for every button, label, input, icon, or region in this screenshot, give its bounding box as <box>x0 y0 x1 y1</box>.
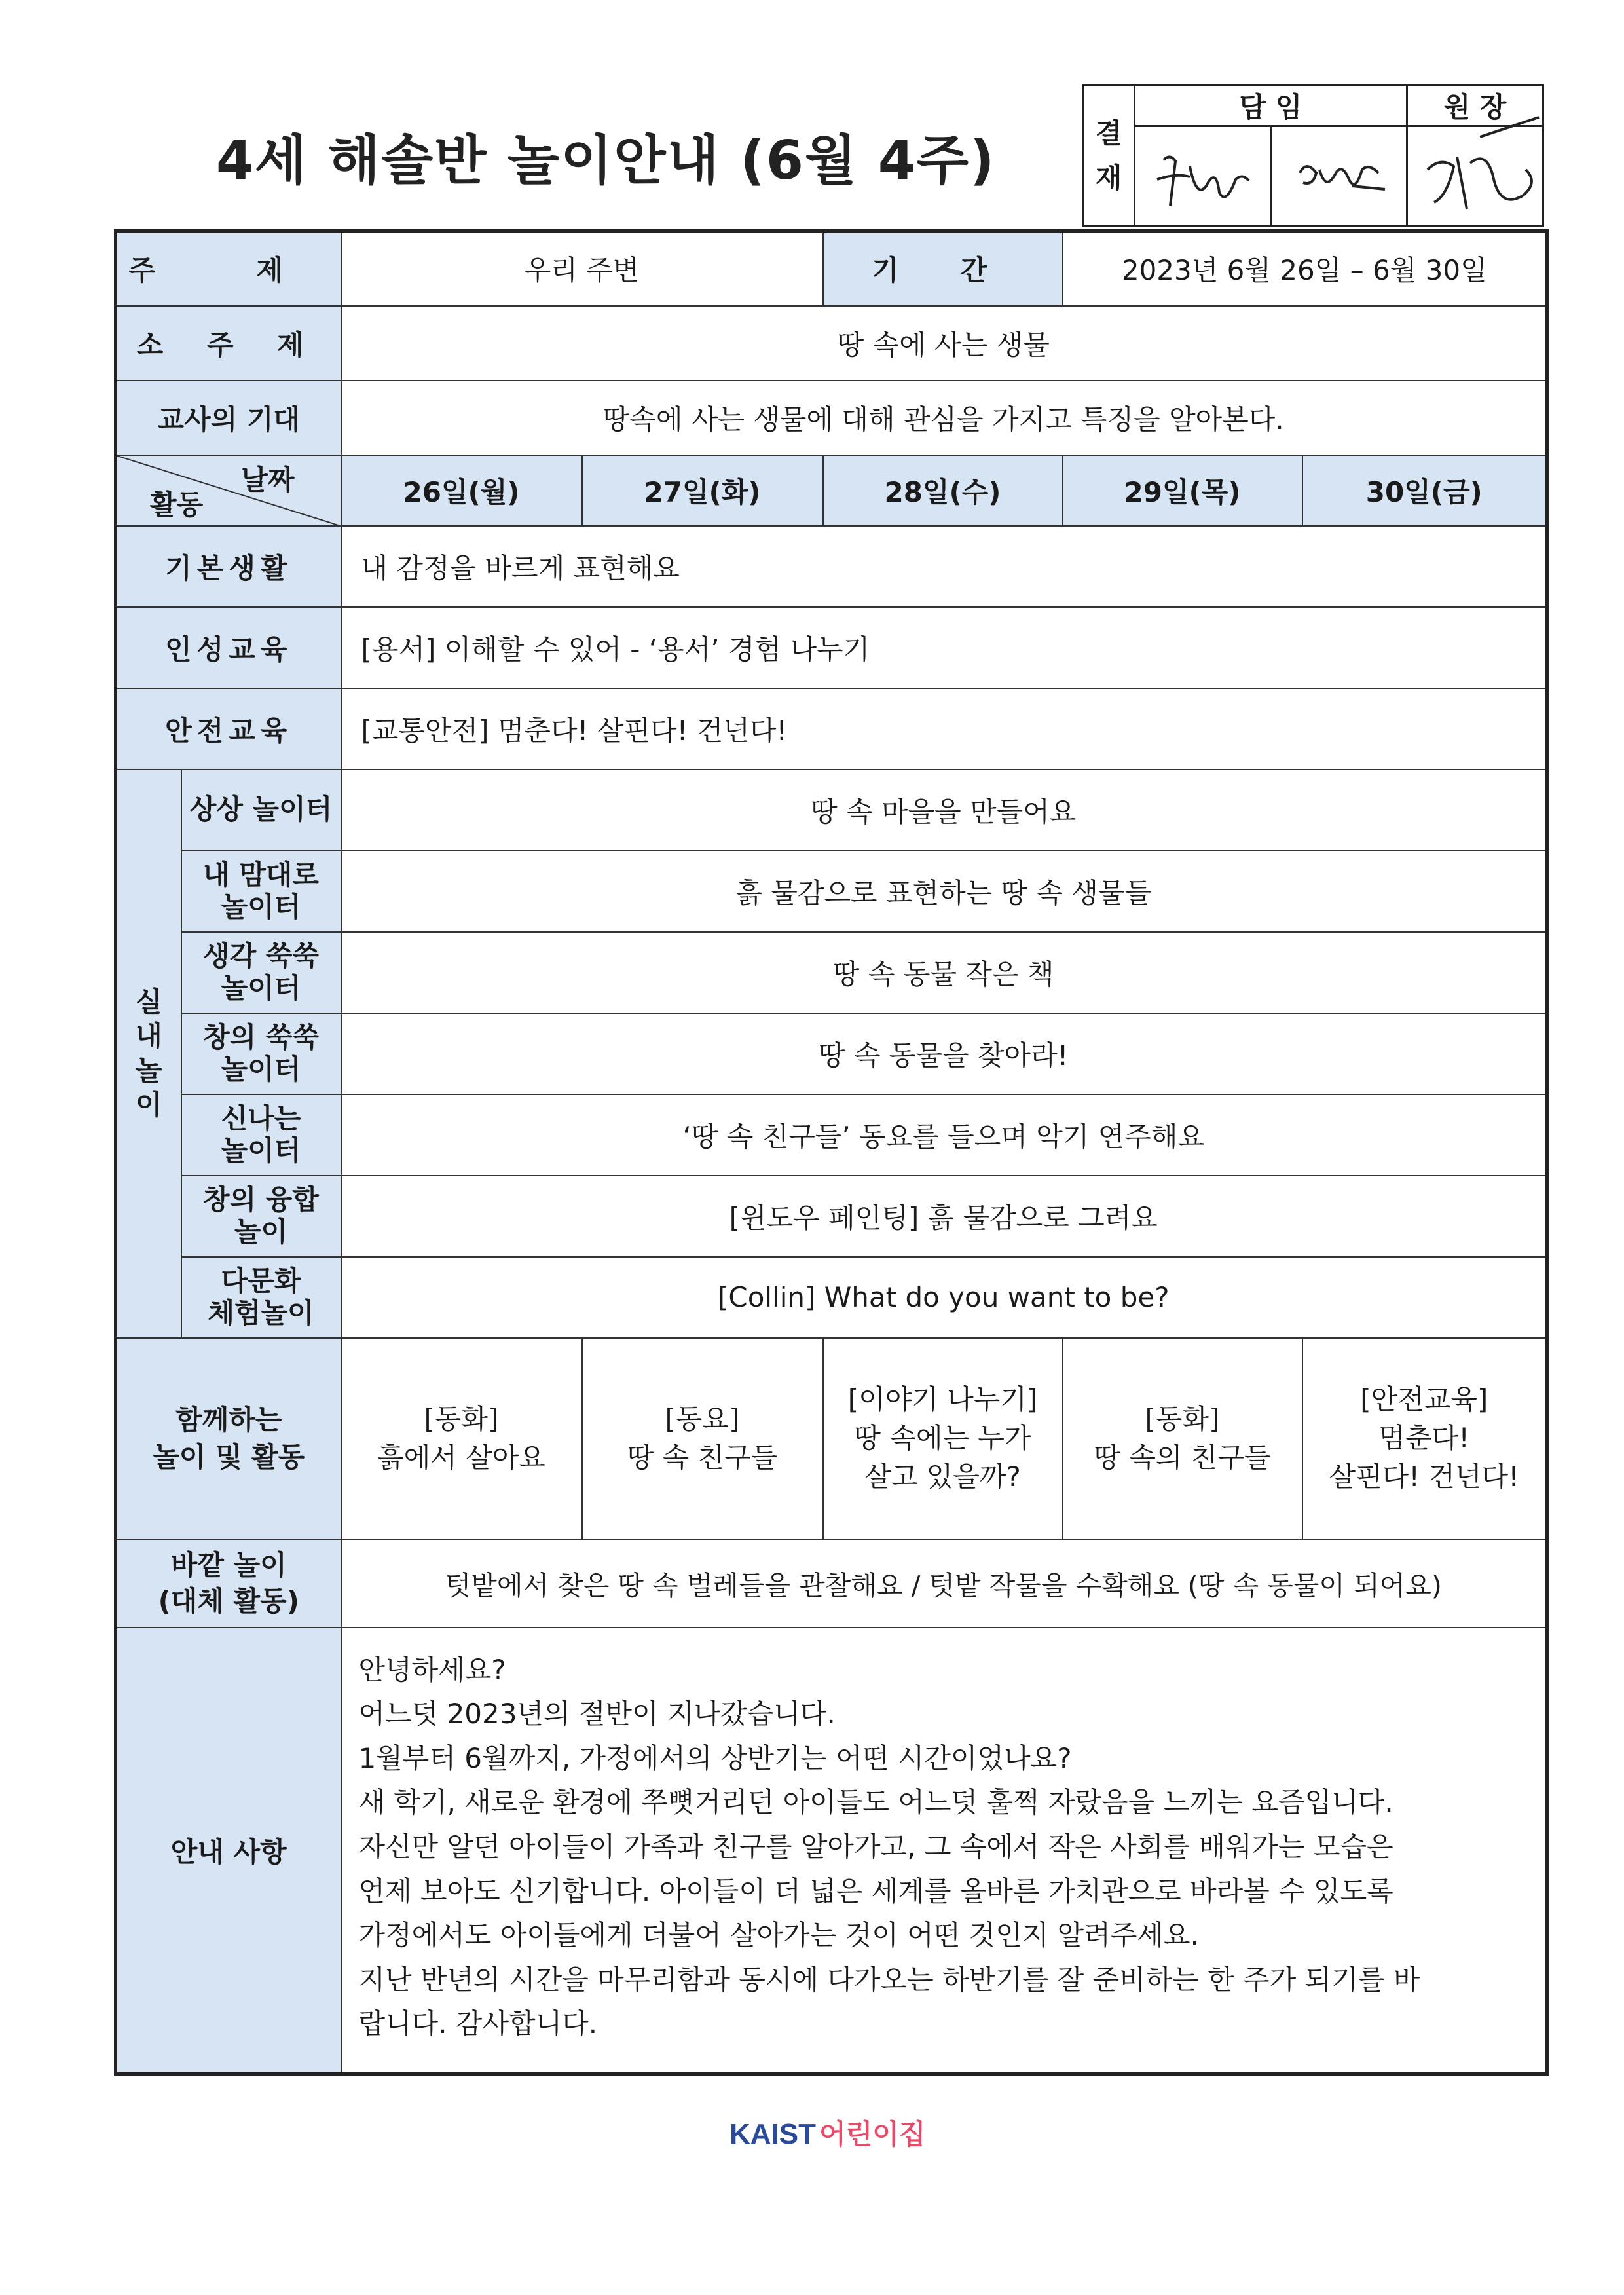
signature-3 <box>1407 126 1543 227</box>
signature-2 <box>1271 126 1407 227</box>
page-title: 4세 해솔반 놀이안내 (6월 4주) <box>216 130 996 192</box>
indoor-item-value: ‘땅 속 친구들’ 동요를 들으며 악기 연주해요 <box>341 1094 1547 1176</box>
together-day-thu: [동화] 땅 속의 친구들 <box>1063 1338 1302 1540</box>
notice-line: 자신만 알던 아이들이 가족과 친구를 알아가고, 그 속에서 작은 사회를 배워가는 모습은 <box>358 1830 1393 1863</box>
together-day-mon: [동화] 흙에서 살아요 <box>341 1338 582 1540</box>
indoor-item-value: 땅 속 마을을 만들어요 <box>341 770 1547 851</box>
period-label: 기 간 <box>823 231 1063 306</box>
indoor-item-label: 창의 쑥쑥 놀이터 <box>181 1013 341 1094</box>
activity-label: 활동 <box>150 488 204 521</box>
outdoor-value: 텃밭에서 찾은 땅 속 벌레들을 관찰해요 / 텃밭 작물을 수확해요 (땅 속 동물이 되어요) <box>341 1540 1547 1628</box>
expect-label: 교사의 기대 <box>116 381 341 455</box>
approval-box <box>1082 84 1544 227</box>
character-edu-label: 인성교육 <box>116 607 341 688</box>
expect-value: 땅속에 사는 생물에 대해 관심을 가지고 특징을 알아본다. <box>341 381 1547 455</box>
notice-line: 랍니다. 감사합니다. <box>358 2007 598 2040</box>
indoor-item-value: [윈도우 페인팅] 흙 물감으로 그려요 <box>341 1176 1547 1257</box>
notice-line: 안녕하세요? <box>358 1653 506 1686</box>
indoor-play-label: 실 내 놀 이 <box>116 770 181 1338</box>
approval-label: 결 재 <box>1083 85 1135 227</box>
notice-line: 가정에서도 아이들에게 더불어 살아가는 것이 어떤 것인지 알려주세요. <box>358 1919 1199 1952</box>
indoor-item-value: 땅 속 동물을 찾아라! <box>341 1013 1547 1094</box>
logo-kindergarten-text: 어린이집 <box>819 2118 926 2150</box>
safety-edu-label: 안전교육 <box>116 688 341 770</box>
day-header-wed: 28일(수) <box>823 455 1063 526</box>
day-header-thu: 29일(목) <box>1063 455 1302 526</box>
together-day-wed: [이야기 나누기] 땅 속에는 누가 살고 있을까? <box>823 1338 1063 1540</box>
indoor-item-value: 땅 속 동물 작은 책 <box>341 932 1547 1013</box>
notice-line: 1월부터 6월까지, 가정에서의 상반기는 어떤 시간이었나요? <box>358 1742 1072 1774</box>
kaist-kindergarten-logo <box>729 2113 952 2152</box>
date-label: 날짜 <box>241 463 295 496</box>
outdoor-label: 바깥 놀이 (대체 활동) <box>116 1540 341 1628</box>
indoor-item-label: 생각 쑥쑥 놀이터 <box>181 932 341 1013</box>
day-header-tue: 27일(화) <box>582 455 823 526</box>
approval-role-teacher: 담 임 <box>1135 85 1407 126</box>
basic-life-value: 내 감정을 바르게 표현해요 <box>341 526 1547 607</box>
day-header-mon: 26일(월) <box>341 455 582 526</box>
indoor-item-label: 상상 놀이터 <box>181 770 341 851</box>
period-value: 2023년 6월 26일 – 6월 30일 <box>1063 231 1547 306</box>
indoor-item-value: [Collin] What do you want to be? <box>341 1257 1547 1338</box>
logo-kaist-text: KAIST <box>729 2118 816 2150</box>
together-label: 함께하는 놀이 및 활동 <box>116 1338 341 1540</box>
character-edu-value: [용서] 이해할 수 있어 - ‘용서’ 경험 나누기 <box>341 607 1547 688</box>
safety-edu-value: [교통안전] 멈춘다! 살핀다! 건넌다! <box>341 688 1547 770</box>
notice-line: 언제 보아도 신기합니다. 아이들이 더 넓은 세계를 올바른 가치관으로 바라볼 수 있도록 <box>358 1875 1393 1907</box>
indoor-item-label: 신나는 놀이터 <box>181 1094 341 1176</box>
theme-value: 우리 주변 <box>341 231 823 306</box>
together-day-tue: [동요] 땅 속 친구들 <box>582 1338 823 1540</box>
together-day-fri: [안전교육] 멈춘다! 살핀다! 건넌다! <box>1302 1338 1547 1540</box>
indoor-item-label: 내 맘대로 놀이터 <box>181 851 341 932</box>
indoor-item-label: 창의 융합 놀이 <box>181 1176 341 1257</box>
notice-line: 지난 반년의 시간을 마무리함과 동시에 다가오는 하반기를 잘 준비하는 한 주가 되기를 바 <box>358 1963 1420 1996</box>
theme-label: 주 제 <box>116 231 341 306</box>
indoor-item-label: 다문화 체험놀이 <box>181 1257 341 1338</box>
subtheme-label: 소 주 제 <box>116 306 341 381</box>
notice-body <box>341 1628 1547 2074</box>
date-activity-header <box>116 455 341 526</box>
schedule-table <box>114 229 1549 2076</box>
subtheme-value: 땅 속에 사는 생물 <box>341 306 1547 381</box>
notice-label: 안내 사항 <box>116 1628 341 2074</box>
indoor-item-value: 흙 물감으로 표현하는 땅 속 생물들 <box>341 851 1547 932</box>
notice-line: 새 학기, 새로운 환경에 쭈뼛거리던 아이들도 어느덧 훌쩍 자랐음을 느끼는 요즘입니다. <box>358 1786 1393 1819</box>
approval-role-director: 원 장 <box>1407 85 1543 126</box>
day-header-fri: 30일(금) <box>1302 455 1547 526</box>
basic-life-label: 기본생활 <box>116 526 341 607</box>
notice-line: 어느덧 2023년의 절반이 지나갔습니다. <box>358 1698 836 1730</box>
signature-1 <box>1135 126 1271 227</box>
